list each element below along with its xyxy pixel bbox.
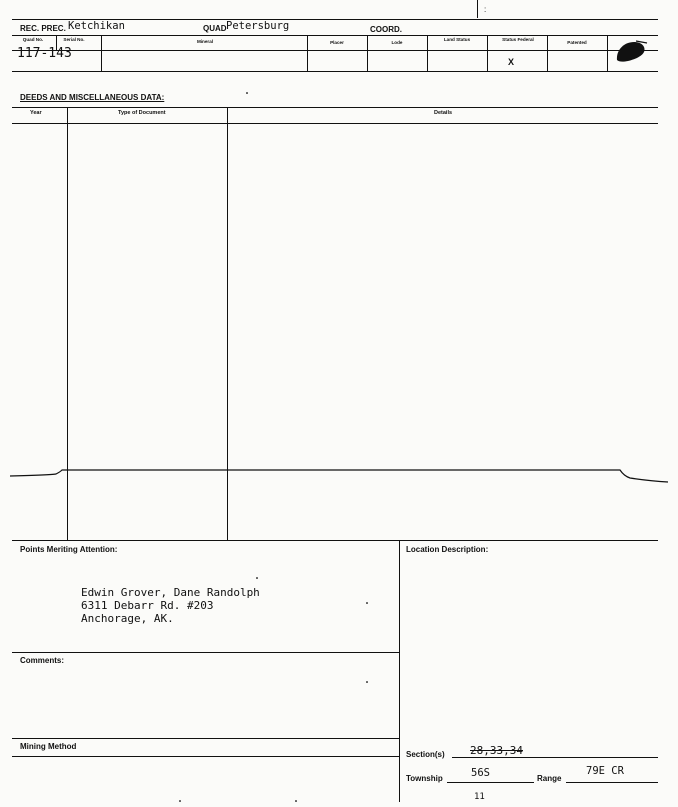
bottom-section-rule bbox=[12, 540, 658, 541]
col-status-federal: Status Federal bbox=[502, 37, 534, 42]
points-line-3: Anchorage, AK. bbox=[81, 612, 174, 625]
page-mark: 11 bbox=[474, 792, 485, 802]
range-value: 79E CR bbox=[586, 765, 624, 777]
col-placer: Placer bbox=[330, 40, 344, 45]
header-row2-rule bbox=[12, 35, 658, 36]
deeds-top-rule bbox=[12, 107, 658, 108]
rec-prec-value: Ketchikan bbox=[68, 20, 125, 32]
sections-underline bbox=[452, 757, 658, 758]
speck bbox=[366, 602, 368, 604]
col-patented: Patented bbox=[567, 40, 587, 45]
range-underline bbox=[566, 782, 658, 783]
mining-rule bbox=[12, 738, 399, 739]
speck bbox=[256, 577, 258, 579]
speck bbox=[246, 92, 248, 94]
rec-prec-label: REC. PREC. bbox=[20, 24, 66, 33]
speck bbox=[295, 800, 297, 802]
quad-label: QUAD bbox=[203, 24, 227, 33]
comments-label: Comments: bbox=[20, 656, 65, 665]
col-year: Year bbox=[30, 110, 42, 116]
col-type-of-document: Type of Document bbox=[118, 110, 166, 116]
quad-value: Petersburg bbox=[226, 20, 290, 32]
speck bbox=[179, 800, 181, 802]
mining-sub-rule bbox=[12, 756, 399, 757]
location-label: Location Description: bbox=[406, 545, 489, 554]
status-federal-mark: X bbox=[508, 57, 515, 67]
range-label: Range bbox=[537, 774, 562, 783]
fold-line bbox=[10, 464, 668, 490]
hdr-sep-6 bbox=[487, 35, 488, 71]
mining-method-label: Mining Method bbox=[20, 742, 77, 751]
col-land-status: Land Status bbox=[443, 37, 471, 42]
township-underline bbox=[447, 782, 534, 783]
hdr-sep-4 bbox=[367, 35, 368, 71]
bottom-center-divider bbox=[399, 540, 400, 802]
deeds-title: DEEDS AND MISCELLANEOUS DATA: bbox=[20, 93, 165, 102]
quad-no-value: 117-143 bbox=[17, 46, 72, 61]
sections-value: 28,33,34 bbox=[470, 744, 523, 757]
coord-label: COORD. bbox=[370, 25, 402, 34]
hdr-sep-3 bbox=[307, 35, 308, 71]
deeds-header-rule bbox=[12, 123, 658, 124]
header-row2-split bbox=[12, 50, 658, 51]
hdr-sep-5 bbox=[427, 35, 428, 71]
hdr-sep-8 bbox=[607, 35, 608, 71]
points-line-2: 6311 Debarr Rd. #203 bbox=[81, 599, 214, 612]
ink-blot-mark bbox=[614, 38, 648, 64]
speck bbox=[366, 681, 368, 683]
hdr-sep-7 bbox=[547, 35, 548, 71]
points-label: Points Meriting Attention: bbox=[20, 545, 118, 554]
col-details: Details bbox=[434, 110, 453, 116]
col-lode: Lode bbox=[391, 40, 403, 45]
col-quad-no: Quad No. bbox=[22, 37, 44, 42]
col-serial-no: Serial No. bbox=[63, 37, 85, 42]
points-line-1: Edwin Grover, Dane Randolph bbox=[81, 586, 260, 599]
header-bottom-rule bbox=[12, 71, 658, 72]
top-dots: : bbox=[484, 5, 487, 14]
sections-label: Section(s) bbox=[406, 750, 445, 759]
township-label: Township bbox=[406, 774, 443, 783]
township-value: 56S bbox=[471, 767, 490, 779]
hdr-sep-2 bbox=[101, 35, 102, 71]
comments-rule bbox=[12, 652, 399, 653]
top-tick bbox=[477, 0, 478, 18]
col-mineral: Mineral bbox=[196, 39, 214, 44]
